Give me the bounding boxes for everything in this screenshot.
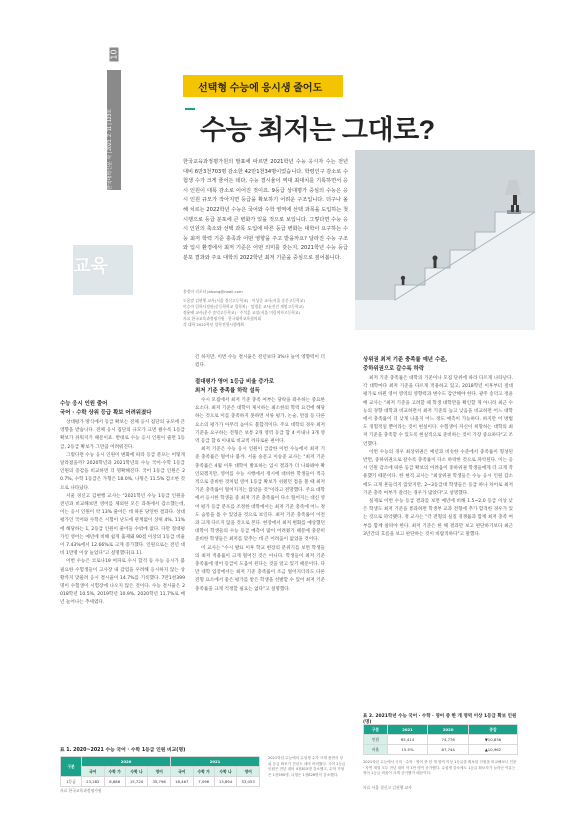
paragraph: 상대평가 방식에서 등급 확보는 전체 응시 집단의 규모에 큰 영향을 받습니다. 전체 응시 집단의 규모가 크면 클수록 1등급 확보가 쉬워지기 때문이죠. 반대로 수능 응시 인원이 줄면 1등급, 2등급 확보가 그만큼 어려워진다. [60,420,185,450]
table2-col-header: 증감 [469,725,518,735]
table-cell: ▼10,836 [469,735,518,745]
table-cell: 65,414 [387,735,428,745]
vertical-header-text: 한국대학신문 사 | 2021. 2. 11 | 123호 [107,108,113,190]
table2-col-header: 구분 [364,725,388,735]
paragraph: 이 교사는 "수시 발표 이후 학교 현장의 분위기를 보면 학생들의 최저 적용률이 크게 떨어진 것은 아니다. 학생들이 최저 기준 충족률에 영어 등급이 도움이 된다는 것을 알고 있기 때문이다. 다만 대학 입장에서는 최저 기준 충족률이 조금 떨어지더라도 다른 전형 요소에서 좋은 평가를 받은 학생을 선발할 수 있어 최저 기준 충족률을 크게 걱정할 필요는 없다"고 설명했다. [195,545,325,592]
paragraph: 최저 기준 충족률은 대학의 기준이나 모집 단위에 따라 다르게 나타난다. 각 대학마다 최저 기준을 다르게 적용하고 있고, 2018학년 이후부터 절대평가로 바뀐 영어 영역의 영향력과 변수도 감안해야 한다. 광주 송덕고 정윤배 교사는 "최저 기준을 고려할 때 학생 대학만을 확인할 게 아니라 최근 수능의 경향 대학과 비교하면서 최저 기준의 높고 낮음을 비교하면 어느 대학에서 충족률이 더 낮게 나올지 어느 정도 예측이 가능하다. 하지만 이 방법도 경험적일 뿐이라는 것이 현실이다. 수험생이 자신이 희망하는 대학의 최저 기준을 충족할 수 있도록 현실적으로 준비하는 것이 가장 중요하다"고 조언했다. [363,376,513,447]
kicker-text: 선택형 수능에 응시생 줄어도 [198,83,323,94]
table-cell: 35,796 [148,777,171,787]
table1-year-2020: 2020 [82,757,171,767]
credit-line: 각 대학 2022학년 입학전형시행계획 [183,322,244,327]
table1-col-header: 영어 [237,767,260,777]
table-cell: 53,053 [237,777,260,787]
table-cell: 18,467 [170,777,193,787]
table2 [363,724,518,755]
col2-body [195,397,325,594]
col2-body-top: 긴 하지만, 이번 수능 결시율은 전년보다 3%나 늘어 영향력이 더 컸다. [195,355,325,369]
credits-list [183,298,353,328]
col1-heading: 수능 응시 인원 줄어 국어 · 수학 상위 등급 확보 어려워졌다 [60,401,152,416]
stairs-climbers-illustration [355,150,535,330]
table-cell: 7,096 [193,777,214,787]
col2-heading: 절대평가 영어 1등급 비율 증가로 최저 기준 충족률 하락 설득 [195,379,274,394]
table-row [364,745,518,755]
paragraph: 실제로 이번 수능 등급 결과를 보면 예년에 비해 1.5~2.0 등급 이상 낮은 학생도 최저 기준을 통과하면 학생부 교과 전형에 추가 합격한 경우가 있는 것으로 파악됐다. 정 교사는 "각 전형의 실질 경쟁률과 함께 최저 충족 여부를 함께 살펴야 한다. 최저 기준은 한 해 결과만 보고 판단하기보다 최근 3년간의 흐름을 보고 판단하는 것이 바람직하다"고 말했다. [363,499,513,537]
table-cell: 74,776 [428,735,469,745]
paragraph: 이번 수능은 코로나19 여파로 수시 합격 등 수능 응시가 불필요한 수험생들이 고사장 내 감염을 우려해 응시하지 않는 상황까지 맞물려 응시 결시율이 14.7%를 기록했다. 7만1천399명이 수험생이 시험장에 나오지 않은 것이다. 수능 결시율은 2018학년 10.5%, 2019학년 10.9%, 2020학년 11.7%로 매년 늘어나는 추세였다. [60,559,185,606]
section-label: 교육 [73,256,108,276]
table-cell: ▲10,962 [469,745,518,755]
table1-year-2021: 2021 [170,757,259,767]
paragraph: 이번 수능의 경우 최상위권은 예년과 비슷한 수준에서 충족률이 형성된 반면, 중하위권으로 갈수록 충족률이 다소 하락한 것으로 파악된다. 이는 응시 인원 감소에 따른 등급 확보의 어려움이 중하위권 학생들에게 더 크게 작용했기 때문이다. 한 현직 교사는 "최상위권 학생들은 수능 응시 인원 감소에도 크게 흔들리지 않았지만, 2~3등급대 학생들은 등급 하나 차이로 최저 기준 충족 여부가 갈리는 경우가 많았다"고 설명했다. [363,449,513,496]
table-row [364,735,518,745]
table1-row-label: 1등급 [61,777,82,787]
credit-line: 도움말 김현행 교사(서울 경신고등학교) · 이성준 교사(서울 숭문고등학교) [183,298,305,303]
col1-body [60,419,185,608]
table1 [60,756,260,787]
table-cell: 15,720 [125,777,148,787]
table-cell: 인원 [364,735,388,745]
table2-source: 자료 서울 경신고 김현행 교사 [363,785,412,790]
headline: 수능 최저는 그대로? [200,115,435,145]
kicker-mark [185,108,195,110]
table1-col-header: 수학 나 [214,767,237,777]
credit-line: 자료 한국교육과정평가원 · 한국대학교육협의회 [183,316,262,321]
paragraph: 그렇다면 수능 응시 인원이 변화에 따라 등급 분포는 어떻게 달라졌을까? 2020학년과 2021학년의 수능 국어·수학 1등급 인원의 증감을 비교하면 더 명확해진다. 국어 1등급 인원은 20.7%, 수학 1등급은 가형은 18.0%, 나형은 11.5% 감소한 것으로 나타났다. [60,452,185,491]
table1-header-label: 구분 [61,757,82,777]
table2-col-header: 2020 [428,725,469,735]
table-cell: 67,744 [428,745,469,755]
table1-col-header: 수학 가 [104,767,125,777]
table1-col-header: 수학 나 [125,767,148,777]
author-line: 홍정아 리포터 jahong@naeil.com [183,289,243,294]
credit-line: 정윤배 교사(운주 송덕고등학교) · 주석훈 교장(서울 미림여자고등학교) [183,310,301,315]
table1-col-header: 영어 [148,767,171,777]
table2-col-header: 2021 [387,725,428,735]
table2-caption: 표 2. 2021학년 수능 국어 · 수학 · 영어 중 한 개 영역 이상 1등급 확보 인원(명) [363,714,517,725]
lead-paragraph: 한국교육과정평가원의 발표에 따르면 2021학년 수능 응시자 수는 전년 대비 6만3천703명 감소한 42만1천34명이었습니다. 학령인구 감소로 수험생 수가 크게 줄어든 데다, 수능 결시율이 역대 최대치를 기록하면서 응시 인원이 대폭 감소로 이어진 것이죠. 9등급 상대평가 중심의 수능은 응시 인원 규모가 작아지면 등급을 확보하기 어려운 구조입니다. 더구나 올해 치르는 2022학년 수능은 국어와 수학 영역에 선택 과목을 도입하는 첫 시행으로 등급 분포에 큰 변화가 있을 것으로 보입니다. 그렇다면 수능 응시 인원의 축소와 선택 과목 도입에 따른 등급 변화는 대학이 요구하는 수능 최저 학력 기준 충족과 어떤 영향을 주고 받을까요? 달라진 수능 구조와 입시 환경에서 최저 기준은 어떤 의미를 갖는지, 2021학년 수능 등급 분포 결과와 주요 대학의 2022학년 최저 기준을 중심으로 짚어봅니다. [183,159,348,261]
paragraph: 수시 모집에서 최저 기준 충족 여부는 당락을 좌우하는 중요한 요소다. 최저 기준은 대학이 제시하는 최소한의 학력 요건에 해당하는 것으로 이를 충족하지 못하면 서류 평가, 논술, 면접 등 다른 요소의 평가가 아무리 높아도 불합격이다. 주요 대학의 경우 최저 기준을 요구하는 전형은 보통 2개 영역 등급 합 4 이내나 3개 영역 등급 합 6 이내로 비교적 까다로운 편이다. [195,398,325,445]
credit-line: 이승아 입학사정관(중등학학교 입학처) · 임병훈 교사(진건 계범고등학교) [183,304,304,309]
table1-caption: 표 1. 2020~2021 수능 국어 · 수학 1등급 인원 비교(명) [60,748,186,753]
table-cell: 8,686 [104,777,125,787]
table1-note: 2021학년 수능에서 수험생 수가 크게 줄면서 상위 등급 확보가 전년도 대비 어려웠다. 국어 1등급 인원은 전년 대비 4천815명 감소했고, 수학 가형은 1천590명, 나형은 1천826명이 감소했다. [268,756,346,777]
paragraph: 서울 경신고 김현행 교사는 "2021학년 수능 1등급 인원을 전년과 비교해보면 영어를 제외한 모든 과목에서 감소했는데, 이는 응시 인원이 약 13% 줄어든 데 따른 당연한 결과다. 상대평가인 국어와 수학은 시험이 난도에 관계없이 상위 4%, 11%에 해당하는 1, 2등급 인원이 줄어들 수밖에 없다. 다만 절대평가인 영어는 예년에 비해 쉽게 출제돼 90점 이상의 1등급 비율이 7.43%에서 12.66%로 크게 증가했다. 인원으로는 전년 대비 1만명 이상 늘었다"고 설명했다[표 1]. [60,493,185,557]
table-cell: 23,282 [82,777,105,787]
table-cell: 13,894 [214,777,237,787]
table1-col-header: 국어 [170,767,193,777]
table-row [61,777,260,787]
page-number: 10 [109,49,119,60]
table1-col-header: 수학 가 [193,767,214,777]
table1-source: 자료 한국교육과정평가원 [60,788,102,793]
col3-body [363,375,513,539]
table-cell: 15.5% [387,745,428,755]
paragraph: 최저 기준은 수능 응시 인원이 급감한 이번 수능에서 최저 기준 충족률은 떨어나 불까. 서울 숭문고 이승준 교사는 "최저 기준 충족률은 4월 이후 대학이 발표하는 입시 결과가 더 나와봐야 확인되겠지만, 영어를 수능 시행에서 정시에 대비한 학생들이 적극적으로 준비한 것처럼 영어 1등급 확보가 쉬웠던 점을 볼 때 최저 기준 충족률이 떨어지지는 않았을 것"이라고 전망했다. 주요 대학에서 응시한 학생들 중 최저 기준 충족률이 다소 떨어지는 대신 영어 평가 등급 분포를 조정한 대학에서는 최저 기준 충족에 어느 정도 숨통을 틀 수 있었을 것으로 보인다. 최저 기준 충족률이 이전과 크게 다르지 않을 것으로 본다. 현장에서 최저 변화를 예상했던 대학이 학생들의 수능 등급 예측이 많이 어려웠기 때문에 충분히 준비한 학생들은 최저를 맞추는 데 큰 어려움이 없었을 것이다. [195,447,325,543]
col3-heading: 상위권 최저 기준 충족률 예년 수준, 중하위권으로 갈수록 하락 [363,357,448,372]
table1-col-header: 국어 [82,767,105,777]
table2-note: 2021학년 수능에서 국어 · 수학 · 영어 중 한 개 영역 이상 1등급을 확보한 인원을 비교해보니 인문 · 자연 계열 모두 전년 대비 약 1만 명이 증가했다. 수험생 감소에도 1등급 확보자가 늘어난 이유는 영어 1등급 비율이 크게 증가했기 때문이다. [363,760,517,776]
table-cell: 비율 [364,745,388,755]
